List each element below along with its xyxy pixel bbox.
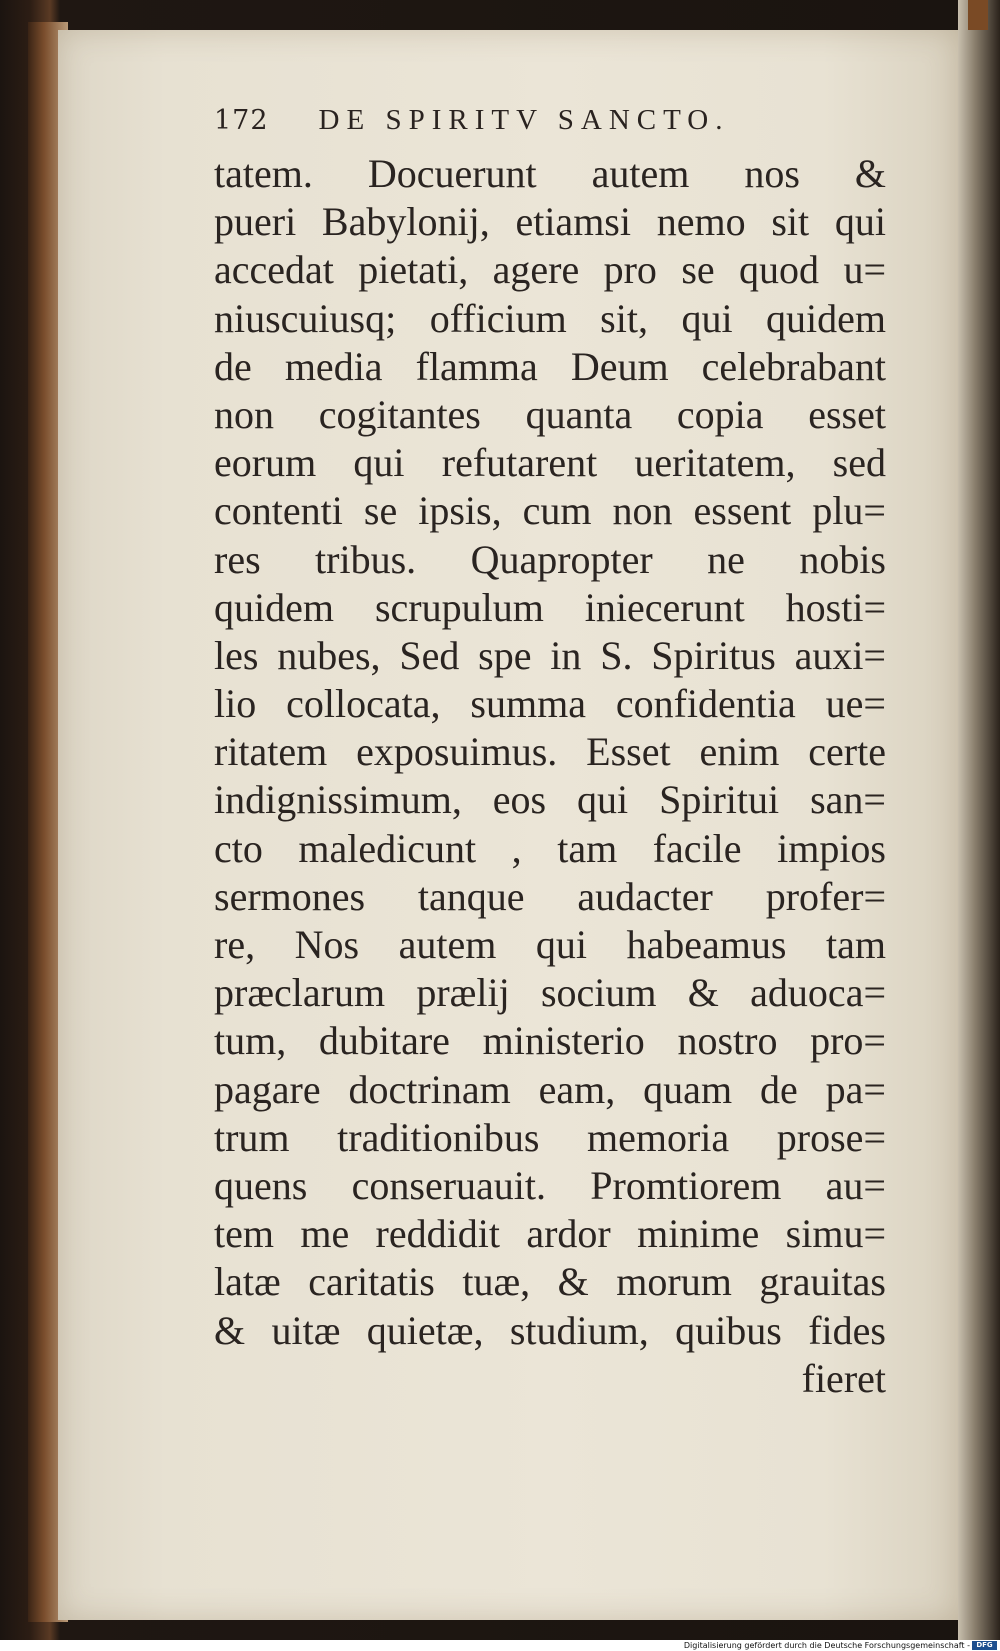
text-line: quidem scrupulum iniecerunt hosti= <box>214 584 886 630</box>
funding-note: Digitalisierung gefördert durch die Deutsche Forschungsgemeinschaft - <box>683 1641 970 1650</box>
page-header <box>214 104 894 146</box>
text-line: les nubes, Sed spe in S. Spiritus auxi= <box>214 632 886 678</box>
text-line: accedat pietati, agere pro se quod u= <box>214 247 886 293</box>
text-line: indignissimum, eos qui Spiritui san= <box>214 777 886 823</box>
text-line: & uitæ quietæ, studium, quibus fides <box>214 1307 886 1353</box>
text-line: tum, dubitare ministerio nostro pro= <box>214 1018 886 1064</box>
dfg-logo: DFG <box>972 1641 997 1650</box>
running-head: DE SPIRITV SANCTO. <box>318 104 730 136</box>
text-line: latæ caritatis tuæ, & morum grauitas <box>214 1259 886 1305</box>
catchword: fieret <box>801 1355 886 1401</box>
page-body-text <box>214 150 886 1403</box>
text-line: niuscuiusq; officium sit, qui quidem <box>214 295 886 341</box>
text-line: præclarum prælij socium & aduoca= <box>214 970 886 1016</box>
text-line: re, Nos autem qui habeamus tam <box>214 922 886 967</box>
text-line: contenti se ipsis, cum non essent plu= <box>214 488 886 534</box>
text-line: lio collocata, summa confidentia ue= <box>214 681 886 727</box>
text-line: eorum qui refutarent ueritatem, sed <box>214 440 886 486</box>
text-line: non cogitantes quanta copia esset <box>214 391 886 437</box>
text-line: sermones tanque audacter profer= <box>214 873 886 919</box>
text-line: trum traditionibus memoria prose= <box>214 1114 886 1160</box>
text-line: pueri Babylonij, etiamsi nemo sit qui <box>214 199 886 245</box>
right-page-edge <box>958 0 1000 1640</box>
text-line: cto maledicunt , tam facile impios <box>214 825 886 871</box>
text-line: ritatem exposuimus. Esset enim certe <box>214 729 886 775</box>
text-line: tatem. Docuerunt autem nos & <box>214 151 886 196</box>
text-line: tem me reddidit ardor minime simu= <box>214 1211 886 1257</box>
bookmark-tab <box>968 0 988 30</box>
text-line: quens conseruauit. Promtiorem au= <box>214 1162 886 1208</box>
text-line: de media flamma Deum celebrabant <box>214 343 886 389</box>
page-number: 172 <box>214 105 269 136</box>
text-line: res tribus. Quapropter ne nobis <box>214 536 886 582</box>
text-line: pagare doctrinam eam, quam de pa= <box>214 1066 886 1112</box>
